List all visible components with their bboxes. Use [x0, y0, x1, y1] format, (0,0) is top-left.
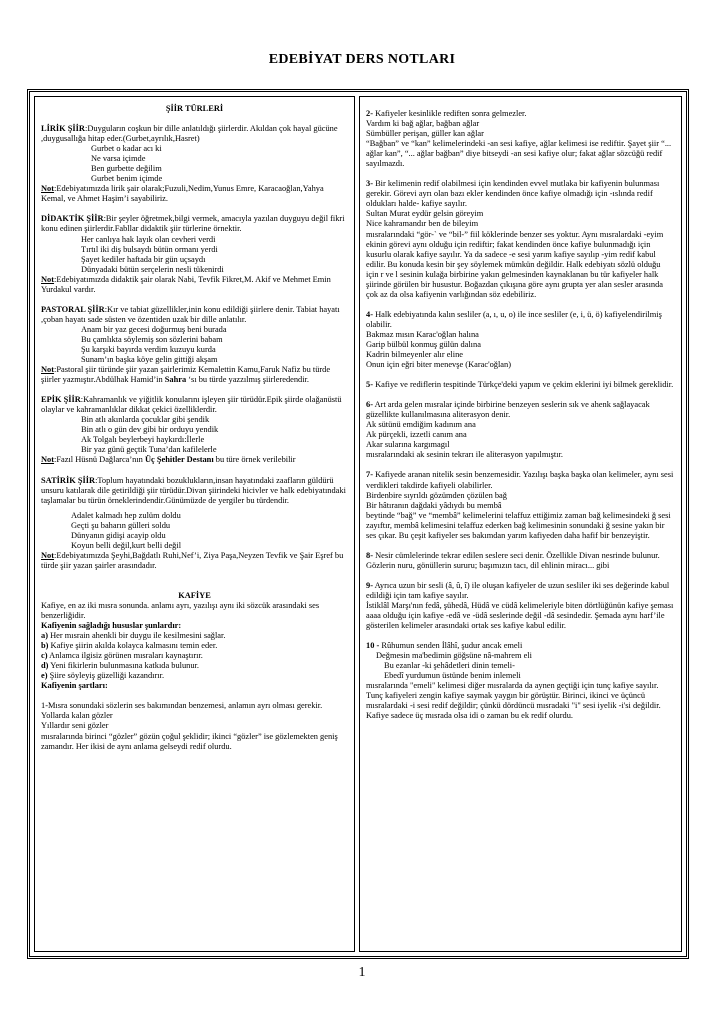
verse-line: Ben gurbette değilim: [91, 164, 162, 174]
example-line: Sultan Murat eydür gelsin göreyim: [366, 209, 484, 219]
rule-6: 6- Art arda gelen mısralar içinde birbirine benzeyen seslerin sık ve ahenk sağlayacak güzellikte kullanılmasına aliterasyon denir.: [366, 400, 650, 420]
rule-9: 9- Ayrıca uzun bir sesli (â, û, î) ile oluşan kafiyeler de uzun sesliler iki ses değerinde kabul edildiği için tam kafiye sayılır.: [366, 580, 670, 600]
epik-definition: EPİK ŞİİR:Kahramanlık ve yiğitlik konularını işleyen şiir türüdür.Epik şiirde olağanüstü olaylar ve kahramanlıklar dikkat çekici özelliklerdir.: [41, 395, 342, 415]
satirik-definition: SATİRİK ŞİİR:Toplum hayatındaki bozuklukların,insan hayatındaki zaafların güldürü unsuru katılarak dile getirildiği şiir türüdür.Divan şiirindeki hicivler ve halk edebiyatındaki taşlamalar bu türün örneklerindendir.Günümüzde de yergiler bu türdendir.: [41, 475, 346, 505]
verse-line: Yıllardır seni gözler: [41, 721, 109, 731]
verse-line: Şu karşıki bayırda verdim kuzuyu kurda: [81, 344, 216, 354]
didaktik-definition: DİDAKTİK ŞİİR:Bir şeyler öğretmek,bilgi vermek, amacıyla yazılan duyguyu değil fikri konu edinen şiirlerdir.Fabllar didaktik şiir türlerine örnektir.: [41, 214, 345, 234]
example-line: “Bağban” ve “kan” kelimelerindeki -an sesi kafiye, ağlar kelimesi ise rediftir. Şayet şiir “... ağlar kan”, “... ağlar bağban” diye bitseydi -an sesi kafiye olur; fakat ağlar sözcüğü redif sayılmazdı.: [366, 139, 672, 169]
verse-line: Her canlıya hak layık olan cevheri verdi: [81, 234, 216, 244]
kafiye-definition: Kafiye, en az iki mısra sonunda. anlamı ayrı, yazılışı aynı iki sözcük arasındaki ses benzerliğidir.: [41, 600, 320, 621]
kafiye-heading: KAFİYE: [178, 590, 211, 600]
kafiye-rules-heading: Kafiyenin şartları:: [41, 681, 108, 691]
example-line: mısralarındaki ak sesinin tekrarı ile aliterasyon yapılmıştır.: [366, 450, 563, 460]
verse-line: Dünyadaki bütün serçelerin nesli tükenirdi: [81, 264, 224, 274]
notes-frame: [27, 89, 689, 959]
example-line: Vardım ki bağ ağlar, bağban ağlar: [366, 119, 480, 129]
verse-line: Geçti şu baharın gülleri soldu: [71, 520, 171, 530]
rule-5: 5- Kafiye ve rediflerin tespitinde Türkçe'deki yapım ve çekim eklerini iyi bilmek gereklidir.: [366, 380, 674, 390]
example-line: Gözlerin nuru, gönüllerin sururu; başımızın tacı, dil ehlinin miracı... gibi: [366, 560, 610, 570]
purpose-item: b) Kafiye şiirin akılda kolayca kalmasını temin eder.: [41, 641, 218, 651]
example-line: Sümbüller perişan, güller kan ağlar: [366, 129, 484, 139]
example-line: Birdenbire sıyrıldı gözümden çözülen bağ: [366, 490, 507, 500]
example-line: beytinde “bağ” ve “membâ” kelimelerini telaffuz ettiğimiz zaman bağ kelimesindeki ğ sesi zayıftır, membâ kelimesini telaffuz ederken bağ kelimesinin sonundaki ğ sesine yakın bir ses çıkar. Bu çeşit kafiyeler ses bakımdan yarım kafiyeden daha hafif bir benzeyiştir.: [366, 510, 671, 540]
verse-line: Koyun belli değil,kurt belli değil: [71, 540, 182, 550]
rule-2: 2- Kafiyeler kesinlikle rediften sonra gelmezler.: [366, 109, 527, 118]
rule-4: 4- Halk edebiyatında kalın sesliler (a, ı, u, o) ile ince sesliler (e, i, ü, ö) kafiyelendirilmiş olabilir.: [366, 309, 662, 329]
example-line: Akar sularına kargımagıl: [366, 440, 450, 450]
verse-line: Bin atlı o gün dev gibi bir orduyu yendik: [81, 425, 219, 435]
page-title: EDEBİYAT DERS NOTLARI: [268, 52, 456, 67]
satirik-note: Not:Edebiyatımızda Şeyhi,Bağdatlı Ruhi,Nef’i, Ziya Paşa,Neyzen Tevfik ve Şair Eşref bu türde şiir yazan şairler arasındadır.: [41, 550, 344, 570]
rule-10-note: mısralarında "emeli" kelimesi diğer mısralarda da aynen geçtiği için tunç kafiye sayılır. Tunç kafiyeleri zengin kafiye saymak yaygın bir görüştür. Birinci, ikinci ve üçüncü mısralardaki -i sesi redif değildir; çünkü dördüncü mısradaki "i" sesi iyelik -i'si değildir. Kafiye sadece üç mısrada olsa idi o zaman bu ek redif olurdu.: [366, 681, 661, 721]
kafiye-rule-1-note: mısralarında birinci “gözler” gözün çoğul şeklidir; ikinci “gözler” ise gözlemekten geniş zamandır. Her ikisi de aynı anlama gelseydi redif olurdu.: [41, 731, 338, 751]
example-line: Garip bülbül konmuş gülün dalına: [366, 339, 481, 349]
verse-line: Dünyanın gidişi acayip oldu: [71, 530, 166, 540]
rule-8: 8- Nesir cümlelerinde tekrar edilen seslere seci denir. Özellikle Divan nesrinde bulunur.: [366, 550, 660, 560]
pastoral-definition: PASTORAL ŞİİR:Kır ve tabiat güzellikler,inin konu edildiği şiirlere denir. Tabiat hayatı ,çoban hayatı sade süsten ve özentiden uzak bir dille anlatılır.: [41, 304, 340, 324]
verse-line: Bin atlı akınlarda çocuklar gibi şendik: [81, 415, 210, 425]
verse-line: Sunam’ın başka köye gelin gittiği akşam: [81, 355, 218, 365]
verse-line: Değmesin ma'bedimin göğsüne nâ-mahrem eli: [376, 651, 532, 661]
verse-line: Tırtıl iki diş bulsaydı bütün ormanı yerdi: [81, 244, 218, 254]
verse-line: Ak Tolgalı beylerbeyi haykırdı:İlerle: [81, 435, 205, 445]
purpose-item: c) Anlamca ilgisiz görünen mısraları kaynaştırır.: [41, 651, 203, 661]
verse-line: Ne varsa içimde: [91, 154, 146, 164]
example-line: Kadrin bilmeyenler alır eline: [366, 350, 463, 360]
didaktik-note: Not:Edebiyatımızda didaktik şair olarak Nabi, Tevfik Fikret,M. Akif ve Mehmet Emin Yurdakul vardır.: [41, 274, 331, 294]
example-line: Bakmaz mısın Karac'oğlan halına: [366, 329, 479, 339]
example-line: Ak sütünü emdiğim kadınım ana: [366, 420, 476, 430]
verse-line: Bir yaz günü geçtik Tuna’dan kafilelerle: [81, 445, 217, 455]
verse-line: Adalet kalmadı hep zulüm doldu: [71, 510, 181, 520]
purpose-item: e) Şiire söyleyiş güzelliği kazandırır.: [41, 671, 165, 681]
example-line: İstiklâl Marşı'nın fedâ, şühedâ, Hüdâ ve cüdâ kelimeleriyle biten dörtlüğünün kafiye şeması aaaa olduğu için kafiye -edâ ve -üdâ seslerinde değil -dâ sesindedir. Şemada aynı harf’ile gösterilen kelimeler arasındaki ortak ses kafiye kabul edilir.: [366, 600, 674, 631]
rule-10: 10 - Rûhumun senden İlâhî, şudur ancak emeli: [366, 641, 523, 651]
lirik-definition: LİRİK ŞİİR:Duyguların coşkun bir dille anlatıldığı şiirlerdir. Akıldan çok hayal gücüne ,duygusallığa hitap eder.(Gurbet,ayrılık,Hasret): [41, 124, 338, 144]
rule-3-note: mısralarındaki “gör-` ve “bil-” fiil köklerinde benzer ses yoktur. Aynı mısralardaki -eyim ekinin görevi aynı olduğu için rediftir; fakat kendinden önce kafiye bulunmadığı için kusurlu olarak kafiye sayılır. Ya da sadece -e sesi yarım kafiye sayılıp -yim redif kabul edilir. Bu konuda kesin bir şey söylemek mümkün değildir. Halk edebiyatı sözlü olduğu için r ve l sesinin kulağa birbirine yakın gelmesinden kaynaklanan bu tür kafiyeler halk şiirinde görülen bir husustur. Boğazdan çıkışına göre aynı grupta yer alan sesler arasında çok az da olsa kafiyenin varlığından söz edebiliriz.: [366, 229, 664, 299]
kafiye-purposes-heading: Kafiyenin sağladığı hususlar şunlardır:: [41, 621, 182, 631]
page-number: 1: [358, 965, 366, 980]
pastoral-note: Not:Pastoral şiir türünde şiir yazan şairlerimiz Kemalettin Kamu,Faruk Nafiz bu türde şiirler yazmıştır.Abdülhak Hamid’in Sahra ‘sı bu türde yazzılmış şiirleredendir.: [41, 365, 331, 385]
verse-line: Bu çamlıkta söylemiş son sözlerini babam: [81, 334, 223, 344]
verse-line: Anam bir yaz gecesi doğurmuş beni burada: [81, 324, 227, 334]
verse-line: Gurbet o kadar acı ki: [91, 144, 162, 154]
purpose-item: a) Her mısrain ahenkli bir duygu ile kesilmesini sağlar.: [41, 631, 226, 641]
example-line: Nice kahramandır ben de bileyim: [366, 219, 479, 229]
example-line: Bir hâtıranın dağdaki yâdıydı bu membâ: [366, 500, 502, 510]
kafiye-rule-1: 1-Mısra sonundaki sözlerin ses bakımından benzemesi, anlamın ayrı olması gerekir.: [41, 701, 323, 711]
verse-line: Ebedî yurdumun üstünde benim inlemeli: [384, 671, 521, 681]
example-line: Ak pürçekli, izzetli canım ana: [366, 430, 467, 440]
rule-3: 3- Bir kelimenin redif olabilmesi için kendinden evvel mutlaka bir kafiyenin bulunması gerekir. Görevi ayrı olan bazı ekler kendinden önce kafiye olmadığı için -ıslında redif oldukları halde- kafiye sayılır.: [366, 179, 660, 209]
verse-line: Gurbet benim içimde: [91, 174, 163, 184]
purpose-item: d) Yeni fikirlerin bulunmasına katkıda bulunur.: [41, 661, 199, 671]
verse-line: Bu ezanlar -ki şehâdetleri dinin temeli-: [384, 661, 515, 671]
verse-line: Şayet kediler haftada bir gün uçsaydı: [81, 254, 206, 264]
lirik-note: Not:Edebiyatımızda lirik şair olarak;Fuzuli,Nedim,Yunus Emre, Karacaoğlan,Yahya Kemal, ve Ahmet Haşim’i sayabiliriz.: [41, 184, 324, 204]
rule-7: 7- Kafiyede aranan nitelik sesin benzemesidir. Yazılışı başka başka olan kelimeler, aynı sesi verdikleri takdirde kafiyeli olabilirler.: [366, 470, 674, 490]
section-heading: ŞİİR TÜRLERİ: [165, 104, 224, 113]
example-line: Onun için eğri biter menevşe (Karac'oğlan): [366, 360, 511, 370]
verse-line: Yollarda kalan gözler: [41, 711, 113, 721]
left-column: [34, 96, 355, 952]
epik-note: Not:Fazıl Hüsnü Dağlarca’nın Üç Şehitler Destanı bu türe örnek verilebilir: [41, 455, 296, 465]
right-column: [359, 96, 682, 952]
